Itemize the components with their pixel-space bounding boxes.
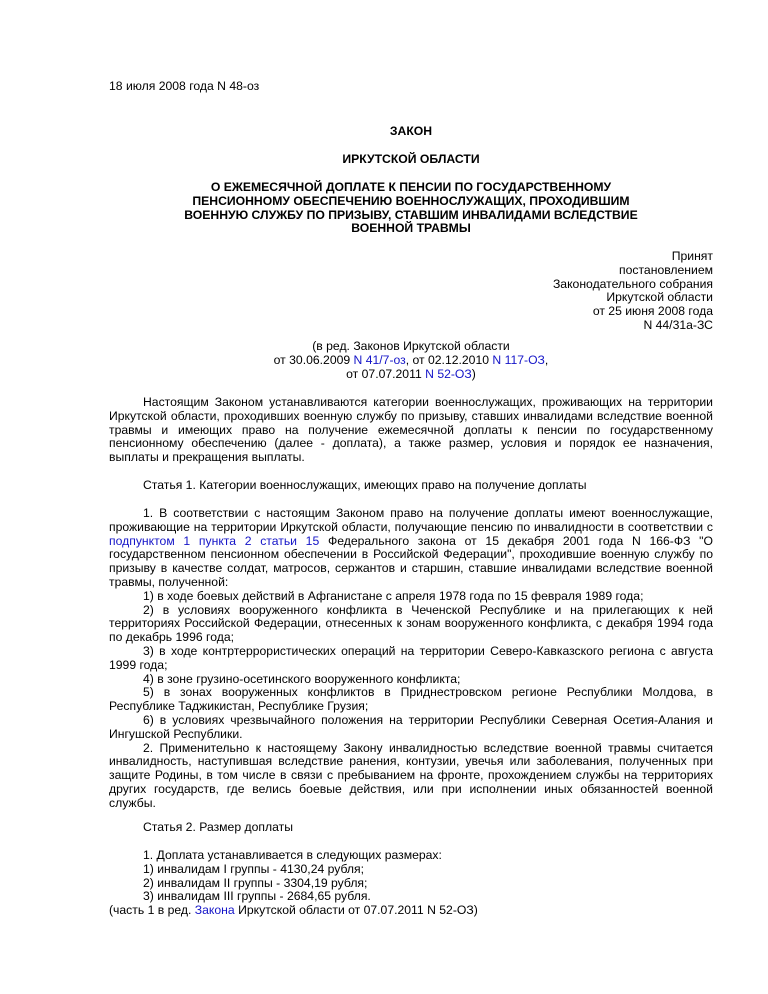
edition-note [109,340,713,381]
article-1-paragraph-1 [109,507,713,590]
accepted-line: N 44/31а-ЗС [643,317,713,332]
list-item: 6) в условиях чрезвычайного положения на территории Республики Северная Осетия-Алания и Ингушской Республики. [109,712,713,741]
law-link[interactable]: Закона [194,903,235,918]
accepted-line: Иркутской области [606,290,713,305]
edition-line: (в ред. Законов Иркутской области [312,339,510,353]
list-item: 4) в зоне грузино-осетинского вооруженного конфликта; [143,671,461,686]
subparagraph-link[interactable]: подпунктом 1 пункта 2 статьи 15 [109,533,320,548]
paragraph-text: 1. В соответствии с настоящим Законом право на получение доплаты имеют военнослужащие, проживающие на территории Иркутской области, получающие пенсию по инвалидности в соответствии с [109,506,713,534]
law-link-41-7[interactable]: N 41/7-оз [353,352,406,367]
list-item: 5) в зонах вооруженных конфликтов в Приднестровском регионе Республики Молдова, в Республике Таджикистан, Республике Грузия; [109,685,713,714]
edition-line [109,368,713,382]
accepted-line: от 25 июня 2008 года [592,304,713,319]
note-text: (часть 1 в ред. [109,903,195,918]
edition-text: от 07.07.2011 [346,366,426,381]
intro-paragraph: Настоящим Законом устанавливаются категории военнослужащих, проживающих на территории Иркутской области, проходивших военную службу по призыву, ставших инвалидами вследствие военной травмы и имеющих право на получение ежемесячной доплаты к пенсии по государственному пенсионному обеспечению (далее - доплата), а также размер, условия и порядок ее назначения, выплаты и прекращения выплаты. [109,395,713,465]
article-1-body [109,507,713,811]
law-subject-heading: О ЕЖЕМЕСЯЧНОЙ ДОПЛАТЕ К ПЕНСИИ ПО ГОСУДАРСТВЕННОМУ ПЕНСИОННОМУ ОБЕСПЕЧЕНИЮ ВОЕННОСЛУЖАЩИХ, ПРОХОДИВШИМ ВОЕННУЮ СЛУЖБУ ПО ПРИЗЫВУ, СТАВШИМ ИНВАЛИДАМИ ВСЛЕДСТВИЕ ВОЕННОЙ ТРАВМЫ [184,180,638,236]
law-link-117[interactable]: N 117-ОЗ [492,352,545,367]
law-date: 18 июля 2008 года N 48-оз [109,79,260,93]
amendment-note [109,904,713,918]
list-item: 1) в ходе боевых действий в Афганистане с апреля 1978 года по 15 февраля 1989 года; [143,588,644,603]
article-1-heading: Статья 1. Категории военнослужащих, имеющих право на получение доплаты [143,478,587,492]
accepted-line: постановлением [619,262,713,277]
edition-text: , [544,352,549,367]
article-2-body [109,849,713,918]
doc-type-heading: ЗАКОН [389,124,433,138]
list-item: 2) в условиях вооруженного конфликта в Чеченской Республике и на прилегающих к ней территориях Российской Федерации, отнесенных к зонам вооруженного конфликта, с декабря 1994 года по декабрь 1996 года; [109,602,713,645]
list-item: 2) инвалидам II группы - 3304,19 рубля; [143,875,368,890]
edition-text: ) [471,366,476,381]
region-heading: ИРКУТСКОЙ ОБЛАСТИ [342,152,480,166]
article-1-paragraph-2: 2. Применительно к настоящему Закону инвалидностью вследствие военной травмы считается инвалидность, наступившая вследствие ранения, контузии, увечья или заболевания, полученных при защите Родины, в том числе в связи с пребыванием на фронте, прохождением службы на территориях других государств, где велись боевые действия, или при исполнении иных обязанностей военной службы. [109,740,713,810]
accepted-line: Законодательного собрания [552,276,713,291]
list-item: 3) инвалидам III группы - 2684,65 рубля. [143,889,371,904]
article-2-heading: Статья 2. Размер доплаты [143,820,293,834]
edition-line [109,354,713,368]
paragraph-text: Федерального закона от 15 декабря 2001 года N 166-ФЗ "О государственном пенсионном обеспечении в Российской Федерации", проходившие военную службу по призыву в качестве солдат, матросов, сержантов и старшин, ставшие инвалидами вследствие военной травмы, полученной: [109,533,713,589]
list-item: 3) в ходе контртеррористических операций на территории Северо-Кавказского региона с августа 1999 года; [109,643,713,672]
edition-text: от 30.06.2009 [273,352,354,367]
note-text: Иркутской области от 07.07.2011 N 52-ОЗ) [234,903,478,918]
list-item: 1) инвалидам I группы - 4130,24 рубля; [143,861,365,876]
edition-text: , от 02.12.2010 [405,352,493,367]
law-link-52[interactable]: N 52-ОЗ [425,366,472,381]
accepted-block [520,250,713,333]
article-2-paragraph-1: 1. Доплата устанавливается в следующих размерах: [143,848,442,862]
accepted-line: Принят [671,249,713,263]
